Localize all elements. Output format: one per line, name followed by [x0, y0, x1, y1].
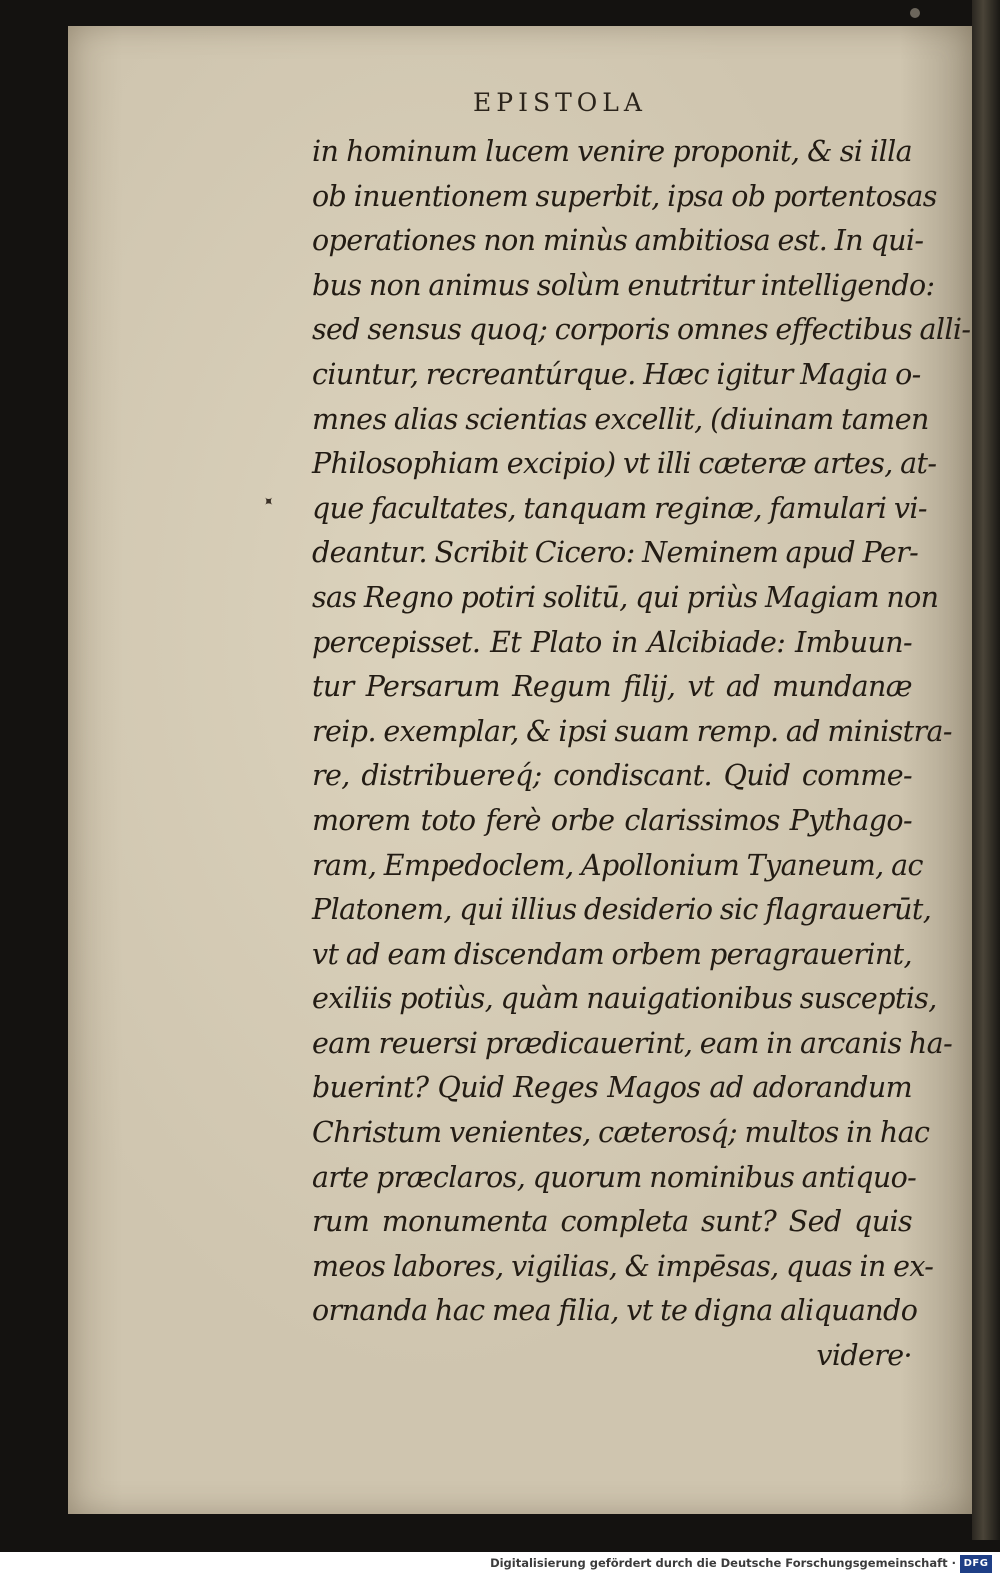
text-line: ram, Empedoclem, Apollonium Tyaneum, ac	[312, 848, 923, 882]
text-line: Christum venientes, cæterosq́; multos in hac	[312, 1116, 930, 1150]
corner-dot	[910, 8, 920, 18]
text-line: exiliis potiùs, quàm nauigationibus susceptis,	[312, 982, 937, 1016]
text-line: Philosophiam excipio) vt illi cæteræ artes, at-	[312, 447, 937, 481]
text-line: sed sensus quoq; corporis omnes effectibus alli-	[312, 313, 971, 347]
running-head: EPISTOLA	[473, 88, 647, 117]
text-line: rum monumenta completa sunt? Sed quis	[312, 1205, 912, 1239]
text-line: mnes alias scientias excellit, (diuinam tamen	[312, 402, 929, 436]
text-line: vt ad eam discendam orbem peragrauerint,	[312, 937, 912, 971]
text-line: deantur. Scribit Cicero: Neminem apud Per-	[312, 536, 919, 570]
text-line: buerint? Quid Reges Magos ad adorandum	[312, 1071, 912, 1105]
text-line: morem toto ferè orbe clarissimos Pythago-	[312, 803, 912, 837]
text-line: ob inuentionem superbit, ipsa ob portentosas	[312, 179, 937, 213]
text-line: operationes non minùs ambitiosa est. In qui-	[312, 224, 924, 258]
funding-credit: Digitalisierung gefördert durch die Deutsche Forschungsgemeinschaft ·	[490, 1556, 956, 1570]
text-line: in hominum lucem venire proponit, & si illa	[312, 135, 912, 168]
text-line: tur Persarum Regum filij, vt ad mundanæ	[312, 670, 912, 704]
text-line: arte præclaros, quorum nominibus antiquo-	[312, 1160, 917, 1194]
text-line: percepisset. Et Plato in Alcibiade: Imbuun-	[312, 625, 912, 659]
text-block	[312, 130, 971, 1379]
dfg-logo: DFG	[960, 1555, 992, 1573]
text-line: ciuntur, recreantúrque. Hæc igitur Magia o-	[312, 357, 921, 391]
text-line: bus non animus solùm enutritur intelligendo:	[312, 268, 935, 302]
text-line: sas Regno potiri solitū, qui priùs Magiam non	[312, 580, 939, 614]
text-line: meos labores, vigilias, & impēsas, quas in ex-	[312, 1249, 934, 1283]
page-edge	[972, 0, 1000, 1540]
text-line: que facultates, tanquam reginæ, famulari vi-	[312, 491, 927, 525]
text-line: re, distribuereq́; condiscant. Quid comme-	[312, 759, 912, 793]
text-line: eam reuersi prædicauerint, eam in arcanis ha-	[312, 1026, 953, 1060]
text-line: reip. exemplar, & ipsi suam remp. ad ministra-	[312, 714, 952, 748]
text-line: ornanda hac mea filia, vt te digna aliquando	[312, 1294, 918, 1328]
text-line: Platonem, qui illius desiderio sic flagrauerūt,	[312, 893, 932, 927]
margin-mark: ✦	[258, 492, 278, 512]
catchword: videre·	[816, 1339, 912, 1373]
